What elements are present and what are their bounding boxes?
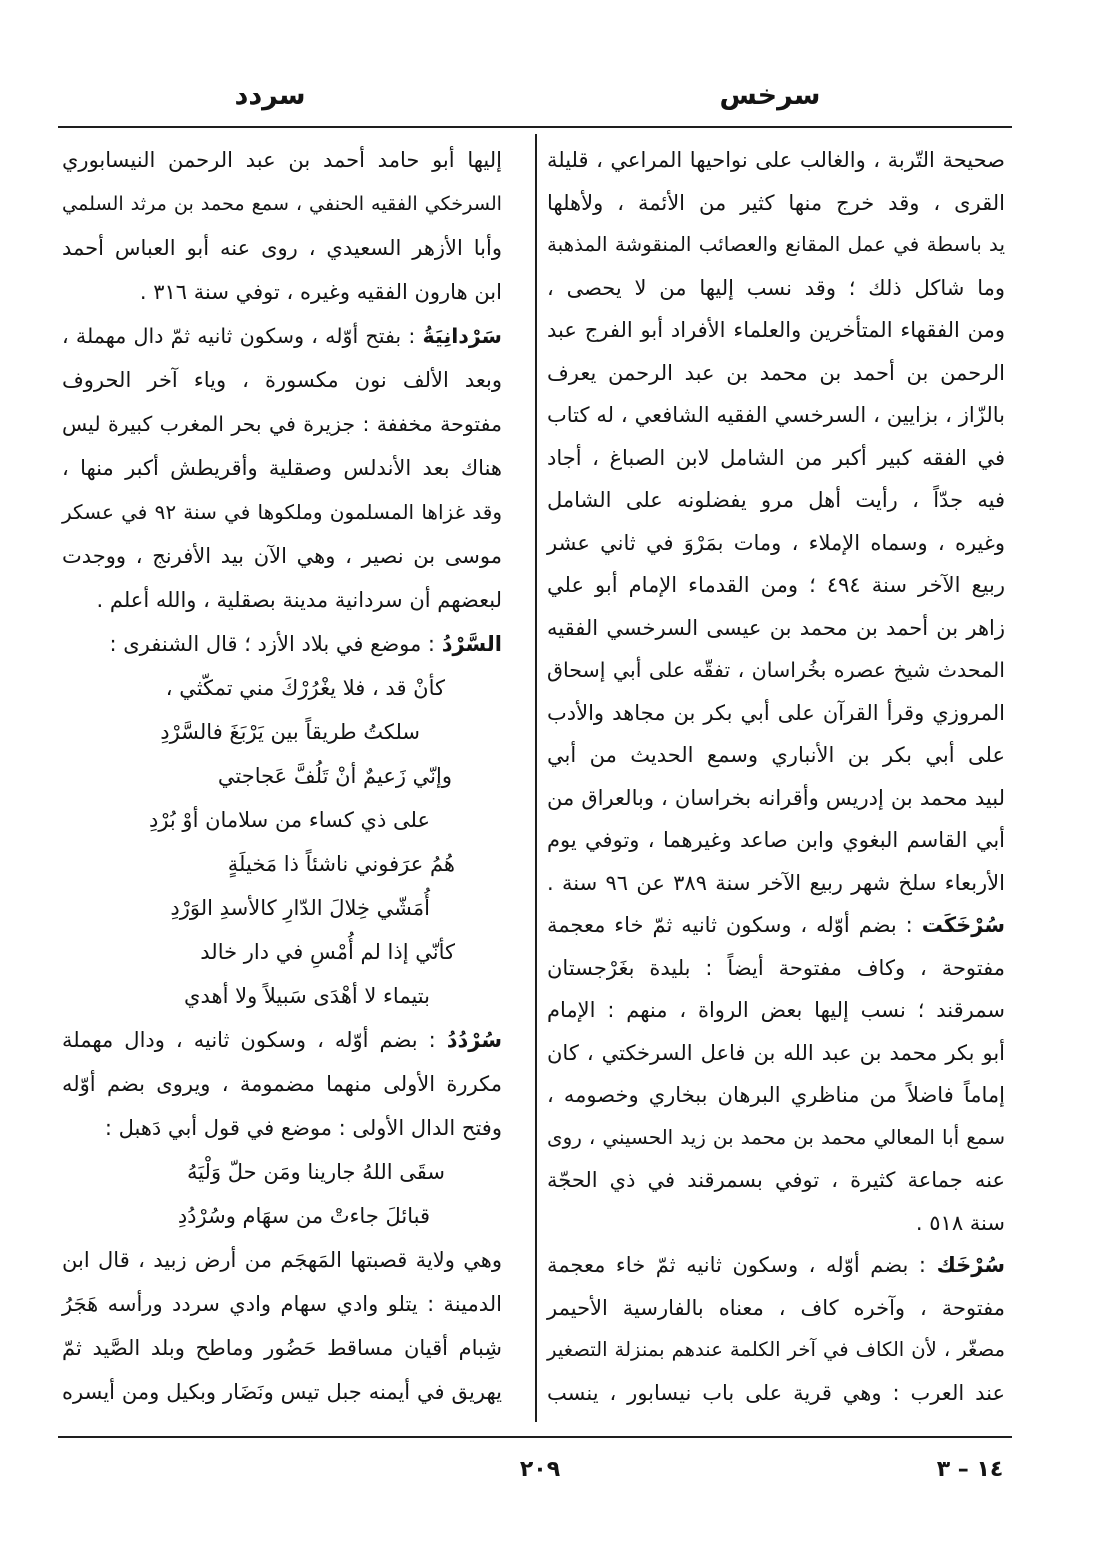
text-line: وهي ولاية قصبتها المَهجَم من أرض زبيد ، قال ابن xyxy=(62,1248,502,1272)
text-line: وأبا الأزهر السعيدي ، روى عنه أبو العباس أحمد xyxy=(62,236,502,260)
text-line: وقد غزاها المسلمون وملكوها في سنة ٩٢ في عسكر xyxy=(62,500,502,524)
header-rule xyxy=(58,126,1012,128)
text-line: عند العرب : وهي قرية على باب نيسابور ، ينسب xyxy=(547,1380,1005,1405)
entry-text: : بضم أوّله ، وسكون ثانيه ثمّ خاء معجمة xyxy=(547,913,913,937)
verse-line: وإنّي زَعيمٌ أنْ تَلُفَّ عَجاجتي xyxy=(217,764,452,788)
text-line: سمع أبا المعالي محمد بن محمد بن زيد الحسيني ، روى xyxy=(547,1125,1005,1149)
text-line: إماماً فاضلاً من مناظري البرهان ببخاري وخصومه ، xyxy=(547,1083,1005,1107)
text-line: وبعد الألف نون مكسورة ، وياء آخر الحروف xyxy=(62,368,502,392)
text-line: أبو بكر محمد بن عبد الله بن فاعل السرخكتي ، كان xyxy=(547,1040,1005,1065)
text-line: الدمينة : يتلو وادي سهام وادي سردد ورأسه هَجَرُ xyxy=(62,1292,502,1316)
entry-text: : بضم أوّله ، وسكون ثانيه ، ودال مهملة xyxy=(62,1028,436,1052)
text-line: المروزي وقرأ القرآن على أبي بكر بن مجاهد والأدب xyxy=(547,700,1005,725)
entry-headword: سَرْدانِيَةُ xyxy=(422,324,502,348)
running-head-right: سرخس xyxy=(719,80,821,111)
verse-line: سقَى اللهُ جارينا ومَن حلّ وَلْيَهُ xyxy=(186,1160,445,1184)
text-line: وما شاكل ذلك ؛ وقد نسب إليها من لا يحصى ، xyxy=(547,275,1005,300)
verse-line: كأنْ قد ، فلا يغْرُرْكَ مني تمكّثي ، xyxy=(165,676,445,700)
text-line: فيه جدّاً ، رأيت أهل مرو يفضلونه على الشامل xyxy=(547,488,1005,512)
text-line: لبعضهم أن سردانية مدينة بصقلية ، والله أعلم . xyxy=(96,588,502,612)
verse-line: قبائلَ جاءتْ من سهَام وسُرْدُدِ xyxy=(177,1204,430,1228)
entry-line xyxy=(62,622,502,666)
footer-rule xyxy=(58,1436,1012,1438)
entry-headword: سُرْخَك xyxy=(936,1253,1005,1277)
verse-line: سلكتُ طريقاً بين يَرْبَغَ فالسَّرْدِ xyxy=(160,720,420,744)
verse-line: كأنّي إذا لم أُمْسِ في دار خالد xyxy=(200,940,455,964)
text-line: على أبي بكر بن الأنباري وسمع الحديث من أبي xyxy=(547,743,1005,767)
right-column xyxy=(547,139,1005,1414)
page-number: ٢٠٩ xyxy=(519,1457,561,1482)
text-line: سنة ٥١٨ . xyxy=(915,1210,1005,1235)
text-line: مفتوحة ، وكاف مفتوحة أيضاً : بليدة بغَرْجستان xyxy=(547,955,1005,980)
text-line: مفتوحة ، وآخره كاف ، معناه بالفارسية الأحيمر xyxy=(547,1295,1005,1320)
entry-headword: السَّرْدُ xyxy=(441,632,502,656)
entry-headword: سُرْخَكَت xyxy=(921,913,1005,937)
verse-line: أُمَشّي خِلالَ الدّارِ كالأسدِ الوَرْدِ xyxy=(170,896,430,920)
text-line: وغيره ، وسماه الإملاء ، ومات بمَرْوَ في ثاني عشر xyxy=(547,530,1005,555)
entry-line xyxy=(547,1244,1005,1287)
text-line: صحيحة التّربة ، والغالب على نواحيها المراعي ، قليلة xyxy=(547,148,1005,172)
text-line: الرحمن بن أحمد بن محمد بن عبد الرحمن يعرف xyxy=(547,360,1005,385)
text-line: ابن هارون الفقيه وغيره ، توفي سنة ٣١٦ . xyxy=(139,280,502,304)
left-column xyxy=(62,138,502,1414)
entry-line xyxy=(62,1018,502,1062)
entry-line xyxy=(62,314,502,358)
text-line: يهريق في أيمنه جبل تيس ونَضَار وبكيل ومن أيسره xyxy=(62,1380,502,1404)
text-line: شِبام أقيان مساقط حَضُور وماطح وبلد الصَّيد ثمّ xyxy=(62,1336,502,1360)
text-line: ربيع الآخر سنة ٤٩٤ ؛ ومن القدماء الإمام أبو علي xyxy=(547,573,1005,597)
text-line: موسى بن نصير ، وهي الآن بيد الأفرنج ، ووجدت xyxy=(62,544,502,568)
entry-text: : بفتح أوّله ، وسكون ثانيه ثمّ دال مهملة ، xyxy=(62,324,416,348)
text-line: مصغّر ، لأن الكاف في آخر الكلمة عندهم بمنزلة التصغير xyxy=(547,1338,1005,1361)
signature-mark: ١٤ – ٣ xyxy=(936,1457,1004,1482)
text-line: مكررة الأولى منهما مضمومة ، ويروى بضم أوّله xyxy=(62,1072,502,1096)
text-line: في الفقه كبير أكبر من الشامل لابن الصباغ ، أجاد xyxy=(547,445,1005,470)
text-line: عنه جماعة كثيرة ، توفي بسمرقند في ذي الحجّة xyxy=(547,1168,1005,1192)
entry-text: : موضع في بلاد الأزد ؛ قال الشنفرى : xyxy=(109,632,436,656)
text-line: بالزّاز ، بزايين ، السرخسي الفقيه الشافعي ، له كتاب xyxy=(547,403,1005,427)
verse-line: على ذي كساء من سلامان أوْ بُرْدِ xyxy=(148,808,430,832)
text-line: هناك بعد الأندلس وصقلية وأقريطش أكبر منها ، xyxy=(62,456,502,480)
text-line: يد باسطة في عمل المقانع والعصائب المنقوشة المذهبة xyxy=(547,233,1005,256)
text-line: المحدث شيخ عصره بخُراسان ، تفقّه على أبي إسحاق xyxy=(547,658,1005,682)
text-line: ومن الفقهاء المتأخرين والعلماء الأفراد أبو الفرج عبد xyxy=(547,318,1005,342)
text-line: مفتوحة مخففة : جزيرة في بحر المغرب كبيرة ليس xyxy=(62,412,502,436)
text-line: السرخكي الفقيه الحنفي ، سمع محمد بن مرثد السلمي xyxy=(62,192,502,215)
text-line: أبي القاسم البغوي وابن صاعد وغيرهما ، وتوفي يوم xyxy=(547,828,1005,852)
entry-line xyxy=(547,904,1005,947)
running-head-left: سردد xyxy=(234,80,306,111)
verse-line: بتيماء لا أهْدَى سَبيلاً ولا أهدي xyxy=(184,984,430,1008)
text-line: القرى ، وقد خرج منها كثير من الأئمة ، ولأهلها xyxy=(547,190,1005,215)
text-line: وفتح الدال الأولى : موضع في قول أبي دَهبل : xyxy=(104,1116,502,1140)
text-line: سمرقند ؛ نسب إليها بعض الرواة ، منهم : الإمام xyxy=(547,998,1005,1022)
text-line: إليها أبو حامد أحمد بن عبد الرحمن النيسابوري xyxy=(62,148,502,172)
verse-line: هُمُ عرَفوني ناشئاً ذا مَخيلَةٍ xyxy=(227,852,455,876)
column-divider xyxy=(535,134,537,1422)
entry-headword: سُرْدُدُ xyxy=(446,1028,502,1052)
text-line: زاهر بن أحمد بن محمد بن عيسى السرخسي الفقيه xyxy=(547,615,1005,640)
entry-text: : بضم أوّله ، وسكون ثانيه ثمّ خاء معجمة xyxy=(547,1253,926,1277)
text-line: لبيد محمد بن إدريس وأقرانه بخراسان ، وبالعراق من xyxy=(547,785,1005,810)
text-line: الأربعاء سلخ شهر ربيع الآخر سنة ٣٨٩ عن ٩٦ سنة . xyxy=(547,870,1005,895)
